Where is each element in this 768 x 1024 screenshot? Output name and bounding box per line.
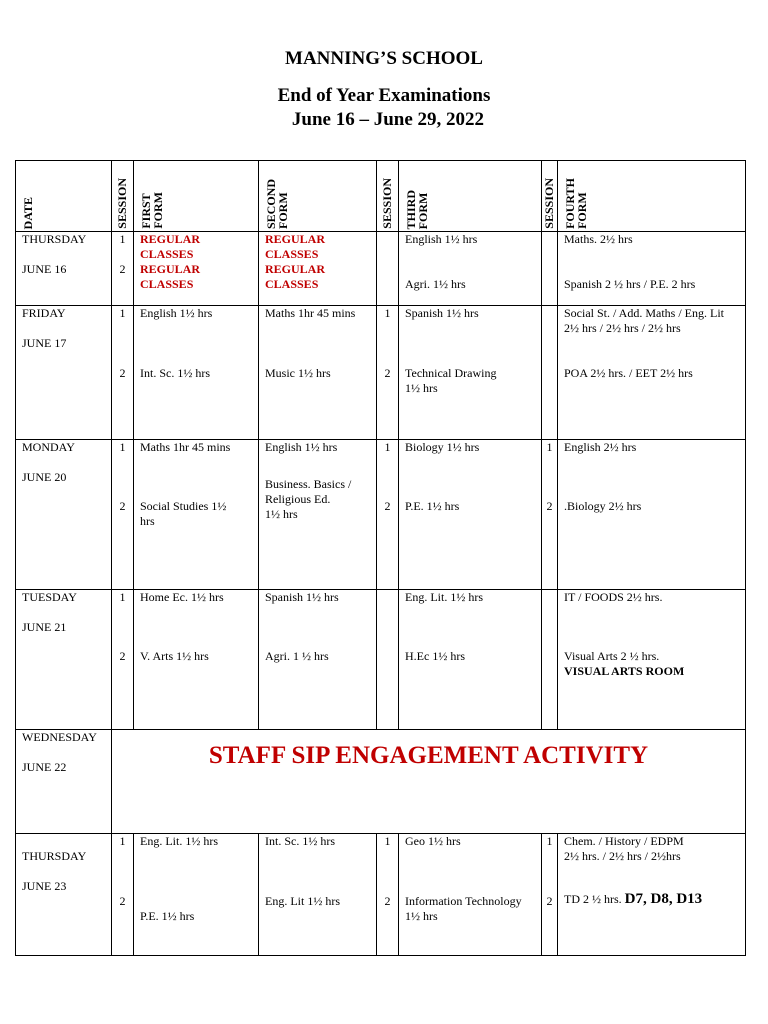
col-first-form	[134, 161, 259, 232]
session-cell	[542, 590, 558, 730]
exam-entry: Biology 1½ hrs	[405, 440, 480, 454]
session-number: 1	[384, 834, 391, 848]
session-cell	[112, 440, 134, 590]
first-form-cell	[134, 834, 259, 956]
session-cell	[542, 440, 558, 590]
col-session-label: SESSION	[380, 178, 394, 229]
session-cell	[112, 232, 134, 306]
col-session-label: SESSION	[115, 178, 129, 229]
exam-entry: Social Studies 1½ hrs	[140, 499, 227, 528]
exam-date-range: June 16 – June 29, 2022	[291, 109, 485, 130]
session-number: 1	[119, 306, 126, 320]
date-cell	[16, 306, 112, 440]
banner-text: STAFF SIP ENGAGEMENT ACTIVITY	[208, 741, 649, 769]
session-number: 2	[119, 262, 126, 276]
date-cell	[16, 440, 112, 590]
session-cell	[377, 590, 399, 730]
exam-entry: Music 1½ hrs	[265, 366, 331, 380]
second-form-cell	[259, 306, 377, 440]
session-number: 2	[119, 649, 126, 663]
col-fourth-form	[558, 161, 746, 232]
exam-entry-text: TD 2 ½ hrs.	[564, 892, 622, 906]
exam-entry: Int. Sc. 1½ hrs	[140, 366, 210, 380]
exam-entry: REGULAR CLASSES	[140, 232, 201, 261]
session-cell	[542, 232, 558, 306]
day-label: TUESDAY	[22, 590, 77, 604]
first-form-cell	[134, 232, 259, 306]
session-number: 1	[119, 232, 126, 246]
day-label: THURSDAY	[22, 849, 87, 863]
exam-entry: Spanish 2 ½ hrs / P.E. 2 hrs	[564, 277, 696, 291]
col-second-form-label: SECOND FORM	[264, 178, 290, 229]
exam-entry: Geo 1½ hrs	[405, 834, 461, 848]
exam-entry: English 2½ hrs	[564, 440, 637, 454]
row-june-21	[16, 590, 746, 730]
exam-entry: H.Ec 1½ hrs	[405, 649, 465, 663]
session-number: 2	[546, 499, 553, 513]
third-form-cell	[399, 440, 542, 590]
exam-entry: REGULAR CLASSES	[265, 232, 326, 261]
session-cell	[377, 232, 399, 306]
row-june-17	[16, 306, 746, 440]
exam-entry: P.E. 1½ hrs	[140, 909, 195, 923]
session-number: 2	[119, 366, 126, 380]
staff-activity-banner	[112, 730, 746, 834]
day-label: WEDNESDAY	[22, 730, 97, 744]
date-cell	[16, 590, 112, 730]
exam-entry: POA 2½ hrs. / EET 2½ hrs	[564, 366, 693, 380]
second-form-cell	[259, 440, 377, 590]
row-june-23	[16, 834, 746, 956]
second-form-cell	[259, 232, 377, 306]
header-row	[16, 161, 746, 232]
date-cell	[16, 232, 112, 306]
exam-entry: REGULAR CLASSES	[140, 262, 201, 291]
first-form-cell	[134, 306, 259, 440]
date-label: JUNE 17	[22, 336, 67, 350]
row-june-20	[16, 440, 746, 590]
exam-entry: Agri. 1 ½ hrs	[265, 649, 329, 663]
session-number: 1	[119, 440, 126, 454]
day-label: FRIDAY	[22, 306, 66, 320]
fourth-form-cell	[558, 232, 746, 306]
exam-entry: Eng. Lit. 1½ hrs	[405, 590, 483, 604]
session-number: 1	[384, 440, 391, 454]
fourth-form-cell	[558, 834, 746, 956]
exam-entry: V. Arts 1½ hrs	[140, 649, 209, 663]
day-label: THURSDAY	[22, 232, 87, 246]
session-cell	[112, 306, 134, 440]
session-number: 1	[384, 306, 391, 320]
session-number: 2	[119, 499, 126, 513]
date-label: JUNE 20	[22, 470, 67, 484]
second-form-cell	[259, 834, 377, 956]
session-number: 1	[119, 590, 126, 604]
session-number: 2	[384, 499, 391, 513]
session-number: 1	[119, 834, 126, 848]
col-date	[16, 161, 112, 232]
session-cell	[112, 590, 134, 730]
exam-entry: Visual Arts 2 ½ hrs.	[564, 649, 660, 663]
third-form-cell	[399, 834, 542, 956]
exam-entry: Agri. 1½ hrs	[405, 277, 466, 291]
session-number: 1	[546, 440, 553, 454]
date-label: JUNE 23	[22, 879, 67, 893]
session-number: 2	[384, 366, 391, 380]
session-number: 1	[546, 834, 553, 848]
exam-entry: Eng. Lit. 1½ hrs	[140, 834, 218, 848]
date-label: JUNE 16	[22, 262, 67, 276]
fourth-form-cell	[558, 590, 746, 730]
date-label: JUNE 22	[22, 760, 67, 774]
col-fourth-form-label: FOURTH FORM	[563, 178, 589, 229]
session-cell	[542, 306, 558, 440]
exam-entry: Technical Drawing 1½ hrs	[405, 366, 497, 395]
col-date-label: DATE	[21, 196, 35, 229]
first-form-cell	[134, 440, 259, 590]
session-cell	[112, 834, 134, 956]
row-june-22	[16, 730, 746, 834]
first-form-cell	[134, 590, 259, 730]
exam-entry: Home Ec. 1½ hrs	[140, 590, 224, 604]
col-session-3	[542, 161, 558, 232]
session-number: 2	[546, 894, 553, 908]
date-label: JUNE 21	[22, 620, 67, 634]
exam-entry: REGULAR CLASSES	[265, 262, 326, 291]
exam-title: End of Year Examinations	[277, 85, 491, 106]
exam-entry: IT / FOODS 2½ hrs.	[564, 590, 663, 604]
exam-entry: .Biology 2½ hrs	[564, 499, 642, 513]
date-cell	[16, 730, 112, 834]
row-june-16	[16, 232, 746, 306]
col-third-form-label: THIRD FORM	[404, 189, 430, 229]
col-session-label: SESSION	[542, 178, 556, 229]
session-cell	[377, 834, 399, 956]
session-number: 2	[119, 894, 126, 908]
third-form-cell	[399, 232, 542, 306]
third-form-cell	[399, 590, 542, 730]
col-session-1	[112, 161, 134, 232]
session-cell	[542, 834, 558, 956]
exam-entry: Social St. / Add. Maths / Eng. Lit 2½ hrs / 2½ hrs / 2½ hrs	[564, 306, 725, 335]
exam-timetable	[15, 160, 746, 956]
session-cell	[377, 440, 399, 590]
col-third-form	[399, 161, 542, 232]
exam-entry	[558, 892, 745, 907]
exam-entry: Spanish 1½ hrs	[405, 306, 479, 320]
exam-entry: Maths 1hr 45 mins	[265, 306, 356, 320]
room-label: D7, D8, D13	[624, 891, 703, 907]
room-label: VISUAL ARTS ROOM	[564, 664, 685, 678]
exam-entry: Information Technology 1½ hrs	[405, 894, 522, 923]
exam-entry: Business. Basics / Religious Ed. 1½ hrs	[265, 477, 352, 521]
exam-entry: English 1½ hrs	[265, 440, 338, 454]
session-cell	[377, 306, 399, 440]
day-label: MONDAY	[22, 440, 75, 454]
exam-entry: Chem. / History / EDPM 2½ hrs. / 2½ hrs / 2½hrs	[564, 834, 684, 863]
school-name: MANNING’S SCHOOL	[285, 48, 483, 69]
exam-entry: English 1½ hrs	[405, 232, 478, 246]
session-number: 2	[384, 894, 391, 908]
date-cell	[16, 834, 112, 956]
exam-entry: Maths 1hr 45 mins	[140, 440, 231, 454]
third-form-cell	[399, 306, 542, 440]
exam-entry: English 1½ hrs	[140, 306, 213, 320]
exam-entry: P.E. 1½ hrs	[405, 499, 460, 513]
fourth-form-cell	[558, 306, 746, 440]
col-first-form-label: FIRST FORM	[139, 192, 165, 229]
second-form-cell	[259, 590, 377, 730]
col-second-form	[259, 161, 377, 232]
exam-entry: Eng. Lit 1½ hrs	[265, 894, 340, 908]
col-session-2	[377, 161, 399, 232]
fourth-form-cell	[558, 440, 746, 590]
exam-entry: Int. Sc. 1½ hrs	[265, 834, 335, 848]
exam-entry: Spanish 1½ hrs	[265, 590, 339, 604]
exam-entry: Maths. 2½ hrs	[564, 232, 633, 246]
